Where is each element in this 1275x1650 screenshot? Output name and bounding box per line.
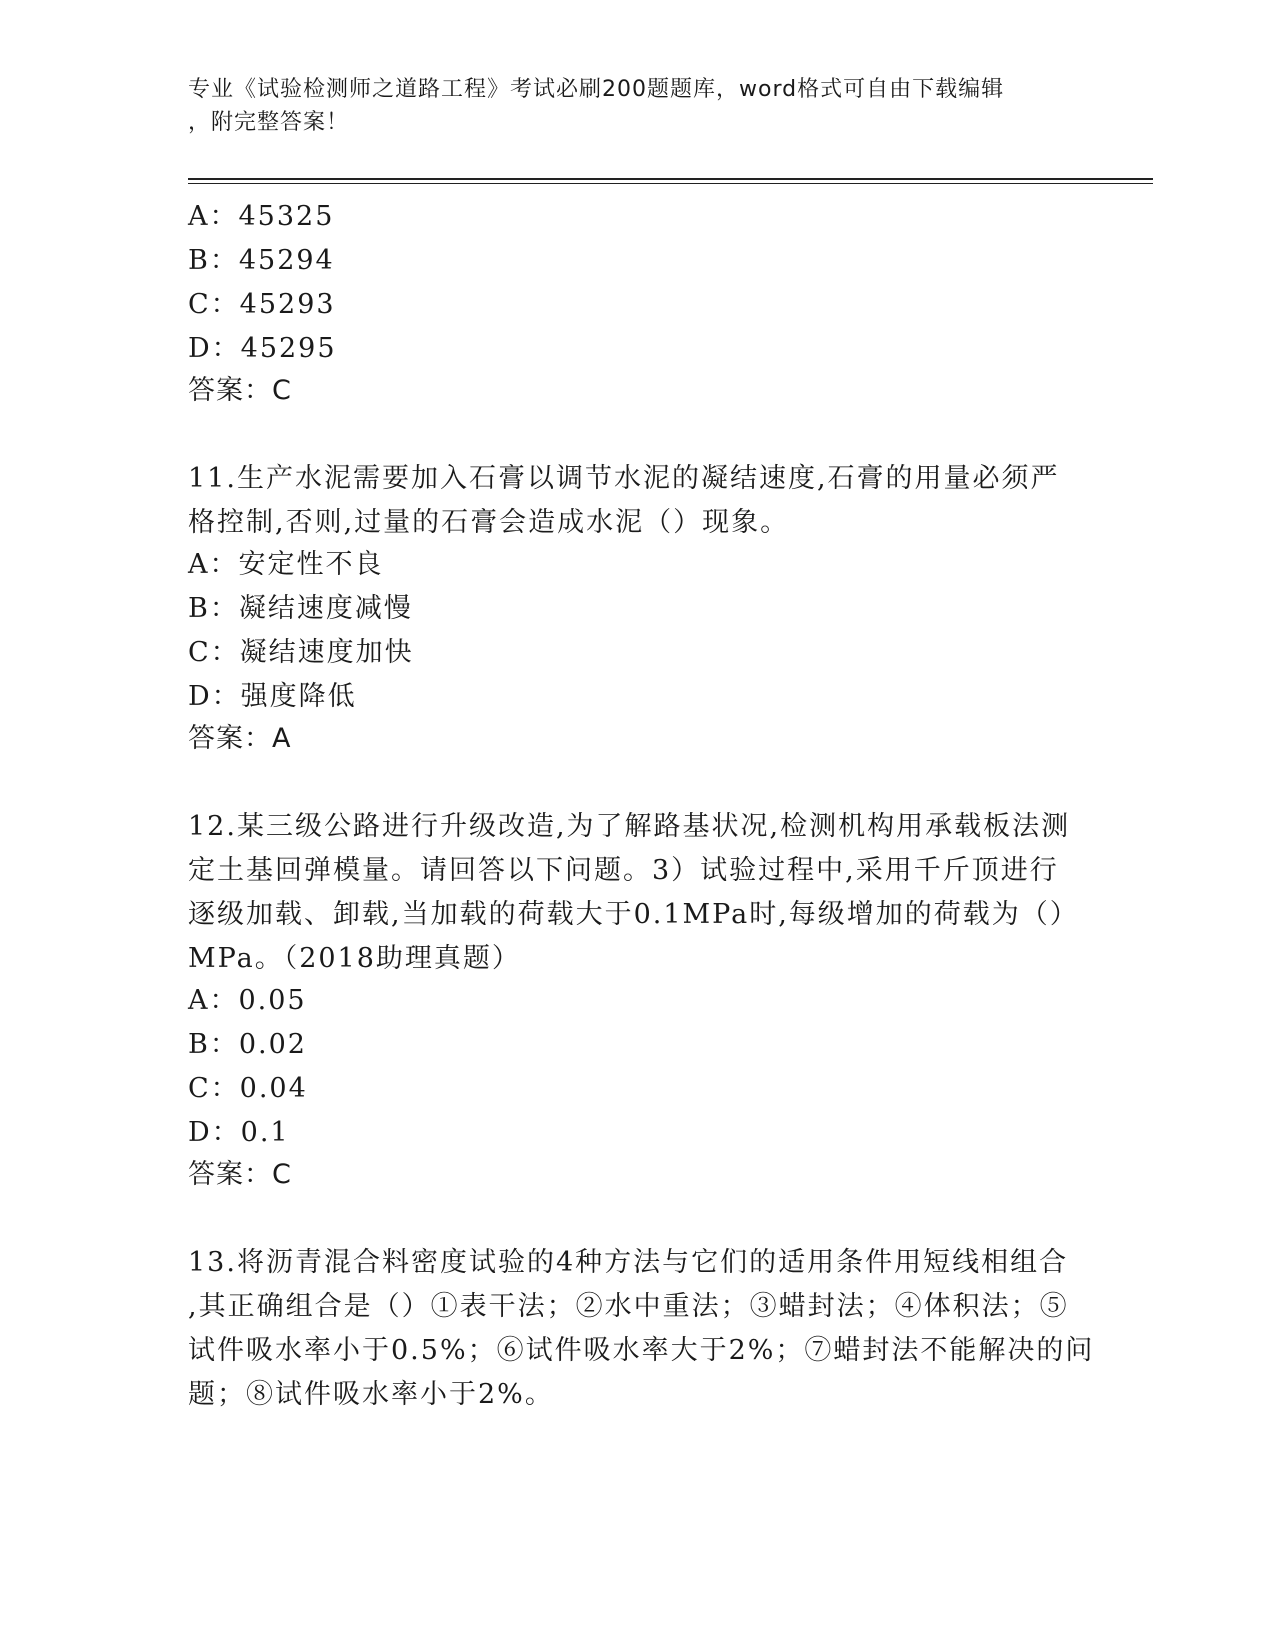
header-title-line-1: 专业《试验检测师之道路工程》考试必刷200题题库，word格式可自由下载编辑 bbox=[188, 77, 1005, 102]
header-divider-thin bbox=[188, 183, 1153, 184]
option-d: D：强度降低 bbox=[188, 681, 357, 712]
question-13-text-line-2: ,其正确组合是（）①表干法；②水中重法；③蜡封法；④体积法；⑤ bbox=[188, 1291, 1069, 1322]
question-13-text-line-4: 题；⑧试件吸水率小于2%。 bbox=[188, 1379, 554, 1410]
question-13-text-line-3: 试件吸水率小于0.5%；⑥试件吸水率大于2%；⑦蜡封法不能解决的问 bbox=[188, 1335, 1095, 1366]
option-c: C：凝结速度加快 bbox=[188, 637, 414, 668]
option-c: C：45293 bbox=[188, 289, 336, 320]
option-b: B：凝结速度减慢 bbox=[188, 593, 413, 624]
question-12-text-line-1: 12.某三级公路进行升级改造,为了解路基状况,检测机构用承载板法测 bbox=[188, 811, 1071, 842]
option-d: D：45295 bbox=[188, 333, 337, 364]
question-11-text-line-2: 格控制,否则,过量的石膏会造成水泥（）现象。 bbox=[188, 507, 790, 538]
option-b: B：0.02 bbox=[188, 1029, 307, 1060]
question-12-text-line-3: 逐级加载、卸载,当加载的荷载大于0.1MPa时,每级增加的荷载为（） bbox=[188, 899, 1079, 930]
answer-line: 答案：C bbox=[188, 1159, 292, 1190]
question-13-text-line-1: 13.将沥青混合料密度试验的4种方法与它们的适用条件用短线相组合 bbox=[188, 1247, 1069, 1278]
option-b: B：45294 bbox=[188, 245, 335, 276]
question-11-text-line-1: 11.生产水泥需要加入石膏以调节水泥的凝结速度,石膏的用量必须严 bbox=[188, 463, 1060, 494]
option-a: A：安定性不良 bbox=[188, 549, 384, 580]
option-c: C：0.04 bbox=[188, 1073, 308, 1104]
question-12-text-line-4: MPa。（2018助理真题） bbox=[188, 943, 521, 974]
question-12-text-line-2: 定土基回弹模量。请回答以下问题。3）试验过程中,采用千斤顶进行 bbox=[188, 855, 1059, 886]
header-divider-thick bbox=[188, 178, 1153, 180]
option-a: A：0.05 bbox=[188, 985, 307, 1016]
answer-line: 答案：C bbox=[188, 375, 292, 406]
answer-line: 答案：A bbox=[188, 723, 292, 754]
document-header bbox=[188, 73, 1088, 139]
option-d: D：0.1 bbox=[188, 1117, 290, 1148]
option-a: A：45325 bbox=[188, 201, 335, 232]
header-title-line-2: ，附完整答案！ bbox=[188, 110, 350, 135]
